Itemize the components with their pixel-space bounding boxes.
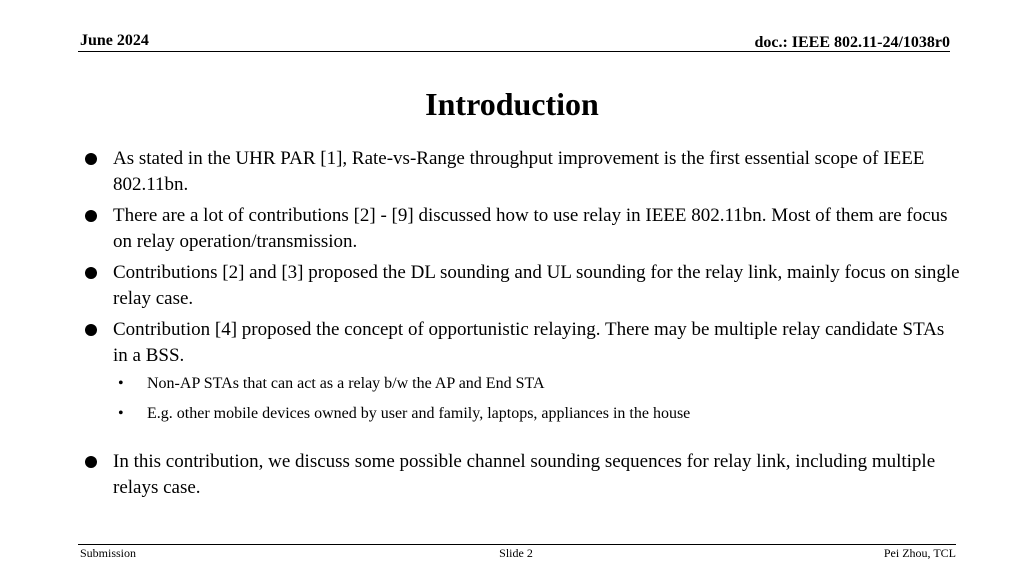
footer-author: Pei Zhou, TCL bbox=[883, 546, 956, 560]
bullet-item bbox=[80, 146, 960, 198]
sub-bullet-text: Non-AP STAs that can act as a relay b/w the AP and End STA bbox=[147, 375, 545, 392]
sub-bullet-item bbox=[113, 403, 960, 425]
bullet-text: Contributions [2] and [3] proposed the DL sounding and UL sounding for the relay link, mainly focus on single relay case. bbox=[113, 262, 960, 309]
header-doc-id: doc.: IEEE 802.11-24/1038r0 bbox=[754, 34, 950, 51]
sub-bullet-list bbox=[113, 373, 960, 425]
bullet-list bbox=[80, 146, 960, 506]
bullet-dot-icon bbox=[85, 210, 97, 222]
bullet-spacer bbox=[80, 433, 960, 449]
footer-slide-number: Slide 2 bbox=[499, 546, 533, 560]
footer-submission: Submission bbox=[80, 546, 137, 560]
bullet-item bbox=[80, 449, 960, 501]
sub-bullet-item bbox=[113, 373, 960, 395]
bullet-dot-icon bbox=[85, 153, 97, 165]
bullet-text: Contribution [4] proposed the concept of opportunistic relaying. There may be multiple relay candidate STAs in a BSS. bbox=[113, 319, 945, 366]
bullet-dot-icon bbox=[85, 267, 97, 279]
bullet-text: As stated in the UHR PAR [1], Rate-vs-Range throughput improvement is the first essential scope of IEEE 802.11bn. bbox=[113, 148, 925, 195]
sub-bullet-text: E.g. other mobile devices owned by user and family, laptops, appliances in the house bbox=[147, 405, 691, 422]
bullet-item bbox=[80, 317, 960, 425]
header-divider bbox=[78, 51, 950, 52]
bullet-text: There are a lot of contributions [2] - [9] discussed how to use relay in IEEE 802.11bn. Most of them are focus on relay operation/transmission. bbox=[113, 205, 948, 252]
slide-title: Introduction bbox=[425, 86, 599, 122]
bullet-text: In this contribution, we discuss some possible channel sounding sequences for relay link, including multiple relays case. bbox=[113, 451, 936, 498]
bullet-item bbox=[80, 260, 960, 312]
sub-bullet-dot-icon: • bbox=[118, 375, 124, 392]
bullet-item bbox=[80, 203, 960, 255]
footer-divider bbox=[78, 544, 956, 545]
header-date: June 2024 bbox=[80, 32, 149, 49]
sub-bullet-dot-icon: • bbox=[118, 405, 124, 422]
bullet-dot-icon bbox=[85, 456, 97, 468]
bullet-dot-icon bbox=[85, 324, 97, 336]
